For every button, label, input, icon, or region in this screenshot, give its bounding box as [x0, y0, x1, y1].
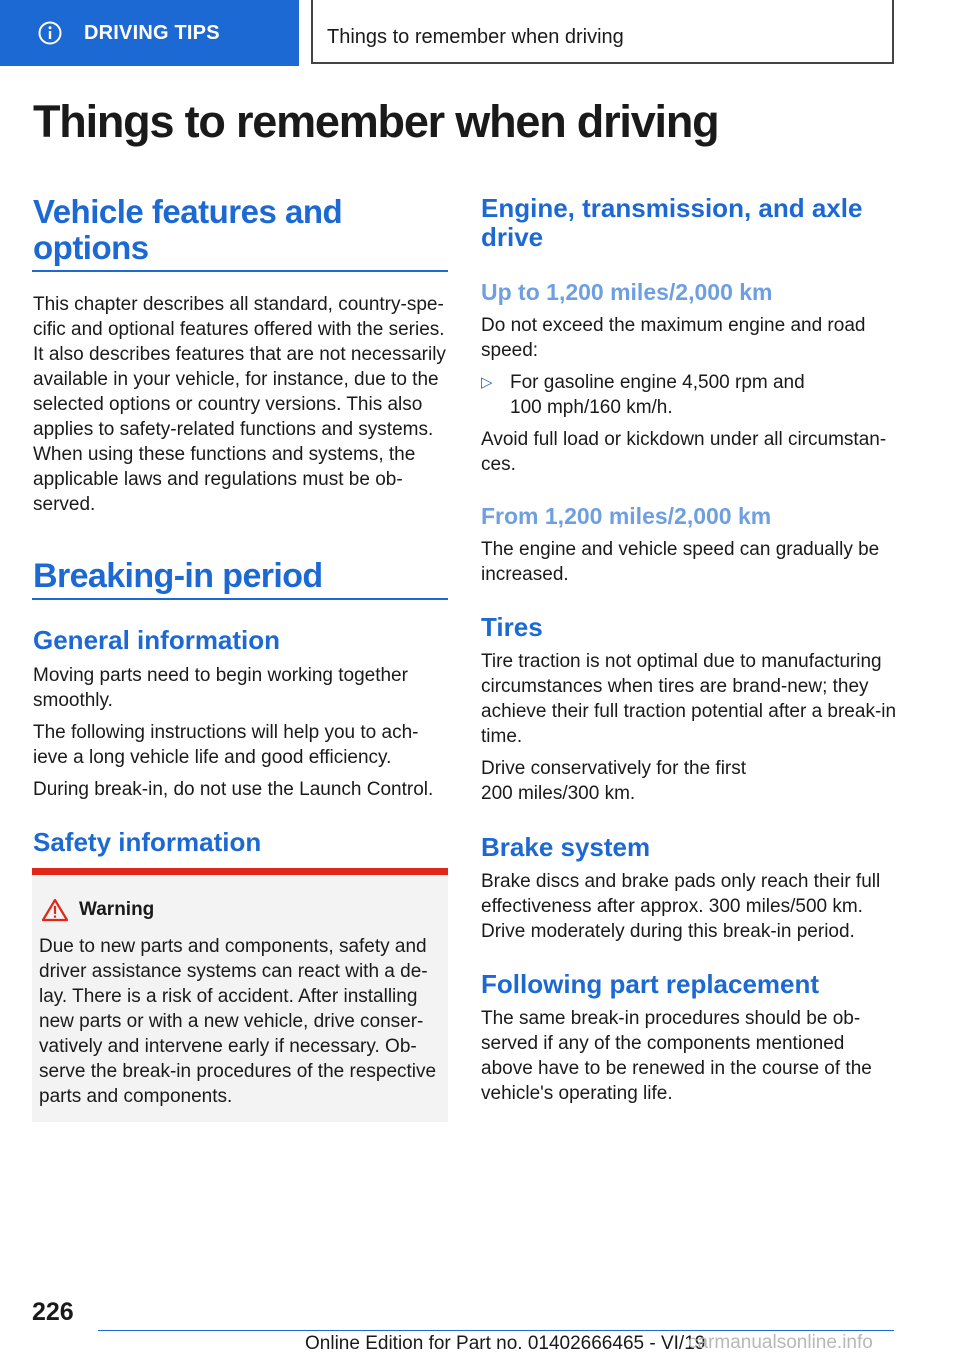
engine-heading-line-2: drive [481, 222, 544, 252]
text-line: serve the break-in procedures of the respective [39, 1061, 437, 1082]
text-line: ieve a long vehicle life and good efficiency. [33, 747, 392, 768]
page-number: 226 [32, 1298, 74, 1326]
text-line: When using these functions and systems, the [33, 444, 416, 465]
triangle-bullet-icon: ▷ [481, 374, 493, 391]
text-line: Moving parts need to begin working together [33, 665, 408, 686]
safety-info-heading: Safety information [33, 827, 262, 857]
vehicle-heading-line-2: options [33, 229, 149, 266]
text-line: driver assistance systems can react with a de- [39, 961, 428, 982]
text-line: For gasoline engine 4,500 rpm and [510, 372, 805, 393]
text-line: cific and optional features offered with the series. [33, 319, 445, 340]
tires-text [481, 649, 901, 806]
tires-heading: Tires [481, 612, 543, 642]
warning-label: Warning [79, 899, 155, 920]
footer-rule [98, 1330, 894, 1331]
text-line: During break-in, do not use the Launch Control. [33, 779, 434, 800]
text-line: Tire traction is not optimal due to manufacturing [481, 651, 882, 672]
text-line: vehicle's operating life. [481, 1083, 673, 1104]
text-line: Brake discs and brake pads only reach their full [481, 871, 881, 892]
text-line: vatively and intervene early if necessary. Ob- [39, 1036, 417, 1057]
text-line: served if any of the components mentioned [481, 1033, 845, 1054]
warning-text [39, 934, 444, 1109]
breakin-heading: Breaking-in period [33, 557, 323, 595]
text-line: parts and components. [39, 1086, 233, 1107]
text-line: speed: [481, 340, 539, 361]
text-line: applicable laws and regulations must be ob- [33, 469, 403, 490]
text-line: smoothly. [33, 690, 113, 711]
text-line: Avoid full load or kickdown under all circumstan- [481, 429, 887, 450]
text-line: time. [481, 726, 523, 747]
following-heading: Following part replacement [481, 969, 820, 999]
text-line: The following instructions will help you to ach- [33, 722, 419, 743]
upto-text [481, 313, 901, 477]
text-line: 200 miles/300 km. [481, 783, 636, 804]
vehicle-heading-line-1: Vehicle features and [33, 193, 343, 230]
text-line: above have to be renewed in the course of the [481, 1058, 872, 1079]
text-line: Do not exceed the maximum engine and road [481, 315, 866, 336]
vehicle-features-heading [33, 194, 448, 266]
list-item [481, 370, 901, 420]
text-line: The engine and vehicle speed can gradually be [481, 539, 880, 560]
text-line: It also describes features that are not necessarily [33, 344, 446, 365]
text-line: Due to new parts and components, safety and [39, 936, 427, 957]
vehicle-features-paragraph [33, 292, 453, 517]
text-line: Drive conservatively for the first [481, 758, 747, 779]
text-line: served. [33, 494, 96, 515]
watermark: carmanualsonline.info [688, 1332, 873, 1353]
text-line: achieve their full traction potential after a break-in [481, 701, 897, 722]
text-line: increased. [481, 564, 569, 585]
brake-heading: Brake system [481, 832, 651, 862]
header-page-title-box [311, 0, 894, 64]
text-line: new parts or with a new vehicle, drive conser- [39, 1011, 424, 1032]
section-rule [32, 598, 448, 600]
warning-header [41, 898, 154, 922]
warning-box [32, 868, 448, 1122]
from-text [481, 537, 901, 587]
text-line: ces. [481, 454, 516, 475]
text-line: Drive moderately during this break-in period. [481, 921, 855, 942]
engine-heading [481, 194, 901, 252]
header-section-label: DRIVING TIPS [84, 21, 220, 44]
following-text [481, 1006, 901, 1106]
from-heading: From 1,200 miles/2,000 km [481, 503, 772, 529]
text-line: The same break-in procedures should be ob- [481, 1008, 861, 1029]
text-line: circumstances when tires are brand-new; they [481, 676, 869, 697]
warning-triangle-icon [41, 898, 69, 922]
general-info-heading: General information [33, 625, 281, 655]
page-title: Things to remember when driving [33, 96, 719, 147]
general-info-text [33, 663, 453, 802]
text-line: effectiveness after approx. 300 miles/500 km. [481, 896, 863, 917]
brake-text [481, 869, 901, 944]
section-rule [32, 270, 448, 272]
footer-edition: Online Edition for Part no. 01402666465 - VI/19 [305, 1333, 706, 1354]
text-line: 100 mph/160 km/h. [510, 397, 673, 418]
engine-heading-line-1: Engine, transmission, and axle [481, 193, 863, 223]
header-section-tab [0, 0, 299, 66]
header-page-title: Things to remember when driving [327, 26, 624, 48]
text-line: lay. There is a risk of accident. After installing [39, 986, 418, 1007]
upto-heading: Up to 1,200 miles/2,000 km [481, 279, 773, 305]
info-icon [38, 21, 62, 45]
text-line: selected options or country versions. This also [33, 394, 423, 415]
text-line: available in your vehicle, for instance, due to the [33, 369, 439, 390]
text-line: applies to safety-related functions and systems. [33, 419, 434, 440]
text-line: This chapter describes all standard, country-spe- [33, 294, 444, 315]
